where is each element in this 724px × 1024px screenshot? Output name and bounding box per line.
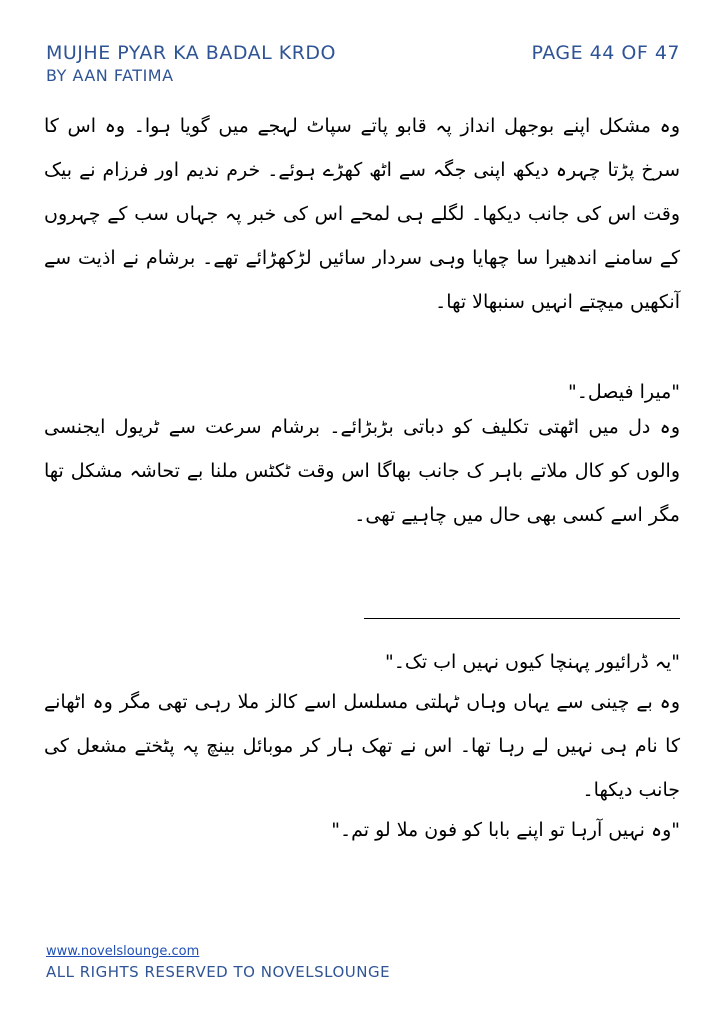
- page-number: PAGE 44 OF 47: [531, 42, 680, 64]
- scene-divider: [364, 618, 680, 619]
- copyright-notice: ALL RIGHTS RESERVED TO NOVELSLOUNGE: [46, 963, 391, 981]
- author-name: BY AAN FATIMA: [46, 66, 174, 85]
- dialogue-2: "یہ ڈرائیور پہنچا کیوں نہیں اب تک۔": [384, 651, 680, 673]
- book-title: MUJHE PYAR KA BADAL KRDO: [46, 42, 337, 64]
- paragraph-2: وہ دل میں اٹھتی تکلیف کو دباتی بڑبڑائے۔ برشام سرعت سے ٹریول ایجنسی والوں کو کال ملاتے باہر ک جانب بھاگا اس وقت ٹکٹس ملنا بے تحاشہ مشکل تھا مگر اسے کسی بھی حال میں چاہیے تھی۔: [44, 416, 680, 526]
- paragraph-1: وہ مشکل اپنے بوجھل انداز پہ قابو پاتے سپاٹ لہجے میں گویا ہوا۔ وہ اس کا سرخ پڑتا چہرہ دیکھ اپنی جگہ سے اٹھ کھڑے ہوئے۔ خرم ندیم اور فرزام نے بیک وقت اس کی جانب دیکھا۔ لگلے ہی لمحے اس کی خبر پہ جہاں سب کے چہروں کے سامنے اندھیرا سا چھایا وہی سردار سائیں لڑکھڑائے تھے۔ برشام نے اذیت سے آنکھیں میچتے انہیں سنبھالا تھا۔: [44, 115, 680, 313]
- dialogue-3: "وہ نہیں آرہا تو اپنے بابا کو فون ملا لو تم۔": [331, 819, 680, 841]
- website-link[interactable]: www.novelslounge.com: [46, 944, 200, 959]
- paragraph-3: وہ بے چینی سے یہاں وہاں ٹہلتی مسلسل اسے کالز ملا رہی تھی مگر وہ اٹھانے کا نام ہی نہیں لے رہا تھا۔ اس نے تھک ہار کر موبائل بینچ پہ پٹختے مشعل کی جانب دیکھا۔: [44, 691, 680, 801]
- dialogue-1: "میرا فیصل۔": [567, 381, 680, 403]
